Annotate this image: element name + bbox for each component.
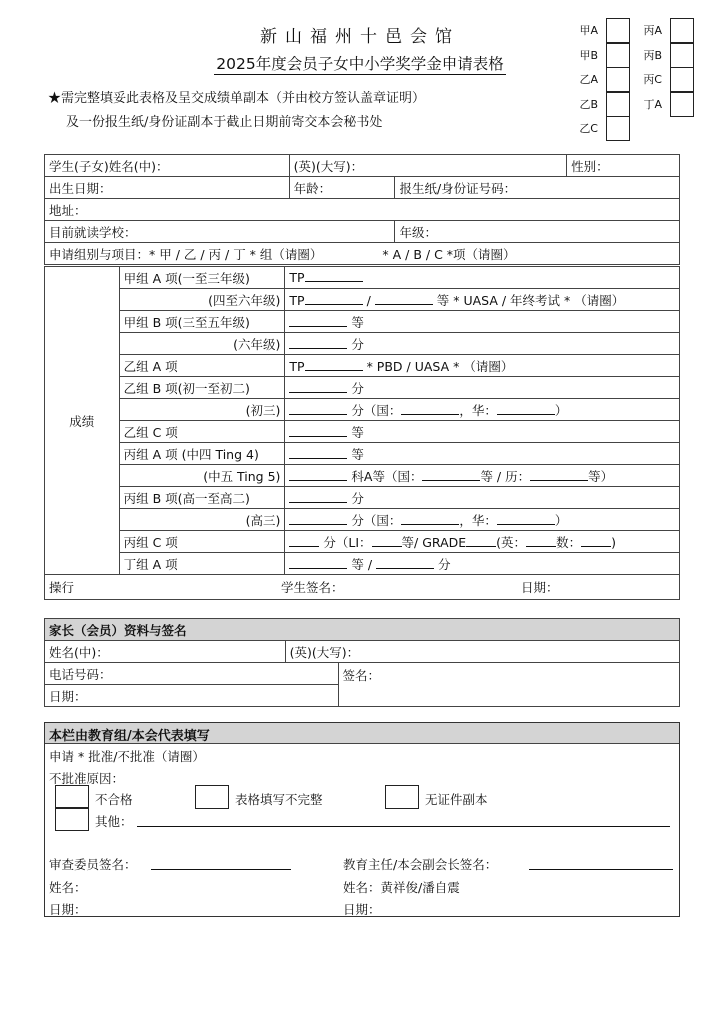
- checkbox[interactable]: [670, 18, 694, 43]
- result-text: 等 * UASA / 年终考试 * （请圈）: [432, 292, 625, 308]
- result-blank-input[interactable]: [530, 469, 588, 481]
- result-text: * PBD / UASA * （请圈）: [362, 358, 514, 374]
- results-row: [45, 289, 680, 311]
- result-item-label: 丙组 A 项 (中四 Ting 4): [119, 443, 285, 465]
- director-signature-input[interactable]: [529, 869, 673, 870]
- reviewer-signature-input[interactable]: [151, 869, 291, 870]
- result-value-field[interactable]: [285, 531, 680, 553]
- conduct-row: [45, 575, 680, 600]
- age-field[interactable]: 年龄：: [289, 177, 395, 199]
- office-section-heading: 本栏由教育组/本会代表填写: [45, 723, 679, 744]
- checkbox[interactable]: [670, 92, 694, 117]
- result-text: 等 /: [347, 556, 377, 572]
- result-item-label: 丙组 B 项(高一至高二): [119, 487, 285, 509]
- instruction-line-2: 及一份报生纸/身份证副本于截止日期前寄交本会秘书处: [66, 115, 383, 130]
- checkbox[interactable]: [606, 18, 630, 43]
- results-label: 成绩: [45, 267, 120, 575]
- form-title: [180, 52, 540, 74]
- director-signature-label: 教育主任/本会副会长签名：: [343, 857, 498, 872]
- category-box-jia-b[interactable]: [572, 43, 630, 68]
- result-text: 等 / 历：: [480, 468, 531, 484]
- result-text: ，华：: [459, 402, 497, 418]
- student-name-en-field[interactable]: (英)(大写)：: [289, 155, 566, 177]
- school-field[interactable]: 目前就读学校：: [45, 221, 395, 243]
- checkbox[interactable]: [606, 43, 630, 68]
- apply-group-row[interactable]: [45, 243, 680, 265]
- reason-other-label: 其他：: [95, 814, 133, 829]
- checkbox[interactable]: [670, 43, 694, 68]
- category-box-bing-b[interactable]: [640, 43, 694, 68]
- result-blank-input[interactable]: [289, 315, 347, 327]
- result-item-label: 乙组 A 项: [119, 355, 285, 377]
- results-row: [45, 487, 680, 509]
- result-item-label: (初三): [119, 399, 285, 421]
- result-item-label: (高三): [119, 509, 285, 531]
- reason-incomplete-label: 表格填写不完整: [235, 792, 323, 807]
- result-value-field[interactable]: [285, 465, 680, 487]
- reason-other-checkbox[interactable]: [55, 807, 89, 831]
- result-prefix: TP: [289, 270, 305, 285]
- category-box-yi-a[interactable]: [572, 67, 630, 92]
- organization-name: 新山福州十邑会馆: [260, 27, 460, 47]
- result-item-label: (四至六年级): [119, 289, 285, 311]
- result-blank-input[interactable]: [526, 535, 556, 547]
- approval-status[interactable]: 申请 * 批准/不批准（请圈）: [49, 749, 205, 764]
- student-date-field[interactable]: 日期：: [521, 580, 559, 595]
- conduct-label: 操行: [49, 580, 75, 595]
- result-value-field[interactable]: [285, 289, 680, 311]
- results-row: [45, 399, 680, 421]
- category-box-bing-a[interactable]: [640, 18, 694, 43]
- result-blank-input[interactable]: [422, 469, 480, 481]
- parent-info-table: [44, 618, 680, 707]
- result-value-field[interactable]: [285, 377, 680, 399]
- category-boxes-right: [640, 18, 694, 116]
- results-row: [45, 333, 680, 355]
- result-text: (英：: [496, 534, 527, 550]
- student-info-table: [44, 154, 680, 265]
- result-text: ): [611, 534, 616, 550]
- result-blank-input[interactable]: [289, 381, 347, 393]
- checkbox[interactable]: [606, 92, 630, 117]
- apply-group-text: 申请组别与项目：* 甲 / 乙 / 丙 / 丁 * 组（请圈）: [49, 246, 323, 262]
- result-text: 等: [347, 314, 364, 330]
- result-value-field[interactable]: [285, 311, 680, 333]
- result-value-field[interactable]: [285, 333, 680, 355]
- apply-item-text: * A / B / C *项（请圈）: [382, 246, 516, 262]
- grade-field[interactable]: 年级：: [395, 221, 680, 243]
- category-boxes-left: [572, 18, 630, 141]
- address-field[interactable]: 地址：: [45, 199, 680, 221]
- result-blank-input[interactable]: [305, 270, 363, 282]
- result-blank-input[interactable]: [305, 359, 363, 371]
- result-blank-input[interactable]: [289, 491, 347, 503]
- results-row: [45, 531, 680, 553]
- result-text: 分（国：: [347, 512, 402, 528]
- reason-incomplete-checkbox[interactable]: [195, 785, 229, 809]
- office-use-section: [44, 722, 680, 917]
- reason-unqualified-label: 不合格: [95, 792, 133, 807]
- student-name-cn-field[interactable]: 学生(子女)姓名(中)：: [45, 155, 290, 177]
- reject-reason-label: 不批准原因：: [49, 771, 125, 786]
- reviewer-signature-label: 审查委员签名：: [49, 857, 137, 872]
- result-text: /: [362, 292, 375, 308]
- student-signature-field[interactable]: 学生签名：: [281, 580, 344, 595]
- form-title-text: 2025年度会员子女中小学奖学金申请表格: [216, 55, 504, 73]
- results-row: [45, 377, 680, 399]
- result-blank-input[interactable]: [289, 337, 347, 349]
- results-row: [45, 553, 680, 575]
- result-blank-input[interactable]: [466, 535, 496, 547]
- result-text: 等: [347, 424, 364, 440]
- result-blank-input[interactable]: [289, 513, 347, 525]
- result-prefix: TP: [289, 292, 305, 308]
- result-text: 分（国：: [347, 402, 402, 418]
- result-blank-input[interactable]: [289, 425, 347, 437]
- results-row: [45, 443, 680, 465]
- category-box-yi-c[interactable]: [572, 116, 630, 141]
- result-blank-input[interactable]: [289, 535, 319, 547]
- result-text: 等/ GRADE: [401, 534, 467, 550]
- result-blank-input[interactable]: [401, 403, 459, 415]
- result-item-label: 丁组 A 项: [119, 553, 285, 575]
- result-value-field[interactable]: [285, 267, 680, 289]
- result-text: 分: [347, 490, 364, 506]
- category-label: 乙A: [579, 73, 598, 86]
- result-blank-input[interactable]: [289, 447, 347, 459]
- result-blank-input[interactable]: [289, 469, 347, 481]
- result-item-label: 丙组 C 项: [119, 531, 285, 553]
- results-row: [45, 267, 680, 289]
- category-label: 乙C: [579, 122, 598, 135]
- parent-name-cn-field[interactable]: 姓名(中)：: [45, 641, 286, 663]
- category-label: 丙A: [643, 24, 662, 37]
- result-value-field[interactable]: [285, 509, 680, 531]
- checkbox[interactable]: [606, 116, 630, 141]
- category-label: 丙B: [643, 48, 662, 62]
- dob-field[interactable]: 出生日期：: [45, 177, 290, 199]
- result-value-field[interactable]: [285, 553, 680, 575]
- category-label: 丙C: [643, 73, 662, 86]
- result-text: ）: [554, 512, 568, 528]
- reviewer-name-field[interactable]: 姓名：: [49, 880, 87, 895]
- category-box-yi-b[interactable]: [572, 92, 630, 117]
- director-date-field[interactable]: 日期：: [343, 902, 381, 917]
- result-item-label: 甲组 B 项(三至五年级): [119, 311, 285, 333]
- result-item-label: (中五 Ting 5): [119, 465, 285, 487]
- result-blank-input[interactable]: [497, 513, 555, 525]
- result-item-label: 乙组 B 项(初一至初二): [119, 377, 285, 399]
- result-item-label: (六年级): [119, 333, 285, 355]
- result-blank-input[interactable]: [497, 403, 555, 415]
- result-text: 数：: [556, 534, 582, 550]
- reason-other-input[interactable]: [137, 826, 670, 827]
- result-text: 科A等（国：: [347, 468, 423, 484]
- category-label: 甲B: [579, 48, 598, 62]
- result-blank-input[interactable]: [289, 403, 347, 415]
- result-blank-input[interactable]: [581, 535, 611, 547]
- result-text: 分: [347, 380, 364, 396]
- result-value-field[interactable]: [285, 399, 680, 421]
- result-prefix: TP: [289, 358, 305, 374]
- reason-no-documents-checkbox[interactable]: [385, 785, 419, 809]
- result-value-field[interactable]: [285, 443, 680, 465]
- results-row: [45, 311, 680, 333]
- parent-signature-field[interactable]: 签名：: [338, 663, 679, 707]
- director-name: 姓名：黄祥俊/潘自震: [343, 880, 460, 895]
- result-blank-input[interactable]: [375, 293, 433, 305]
- result-text: ）: [554, 402, 568, 418]
- category-label: 乙B: [579, 97, 598, 111]
- result-blank-input[interactable]: [372, 535, 402, 547]
- result-blank-input[interactable]: [401, 513, 459, 525]
- result-blank-input[interactable]: [289, 557, 347, 569]
- result-text: 分: [434, 556, 451, 572]
- parent-date-field[interactable]: 日期：: [45, 685, 339, 707]
- category-box-jia-a[interactable]: [572, 18, 630, 43]
- parent-name-en-field[interactable]: (英)(大写)：: [285, 641, 679, 663]
- result-item-label: 乙组 C 项: [119, 421, 285, 443]
- checkbox[interactable]: [670, 67, 694, 92]
- results-row: [45, 465, 680, 487]
- result-value-field[interactable]: [285, 487, 680, 509]
- result-blank-input[interactable]: [305, 293, 363, 305]
- result-value-field[interactable]: [285, 421, 680, 443]
- result-text: ，华：: [459, 512, 497, 528]
- results-table: [44, 266, 680, 600]
- reason-no-documents-label: 无证件副本: [425, 792, 488, 807]
- category-box-ding-a[interactable]: [640, 92, 694, 117]
- category-box-bing-c[interactable]: [640, 67, 694, 92]
- results-row: [45, 421, 680, 443]
- instruction-line-1: ★需完整填妥此表格及呈交成绩单副本（并由校方签认盖章证明）: [48, 91, 426, 106]
- result-blank-input[interactable]: [376, 557, 434, 569]
- reason-unqualified-checkbox[interactable]: [55, 785, 89, 809]
- gender-field[interactable]: 性别：: [567, 155, 680, 177]
- reviewer-date-field[interactable]: 日期：: [49, 902, 87, 917]
- results-row: [45, 509, 680, 531]
- category-label: 甲A: [579, 24, 598, 37]
- results-row: [45, 355, 680, 377]
- checkbox[interactable]: [606, 67, 630, 92]
- result-text: 等: [347, 446, 364, 462]
- id-number-field[interactable]: 报生纸/身份证号码：: [395, 177, 680, 199]
- result-text: 分: [347, 336, 364, 352]
- result-text: 分（LI：: [319, 534, 372, 550]
- parent-section-heading: 家长（会员）资料与签名: [45, 619, 680, 641]
- result-value-field[interactable]: [285, 355, 680, 377]
- parent-phone-field[interactable]: 电话号码：: [45, 663, 339, 685]
- category-label: 丁A: [643, 97, 662, 111]
- result-text: 等）: [588, 468, 614, 484]
- result-item-label: 甲组 A 项(一至三年级): [119, 267, 285, 289]
